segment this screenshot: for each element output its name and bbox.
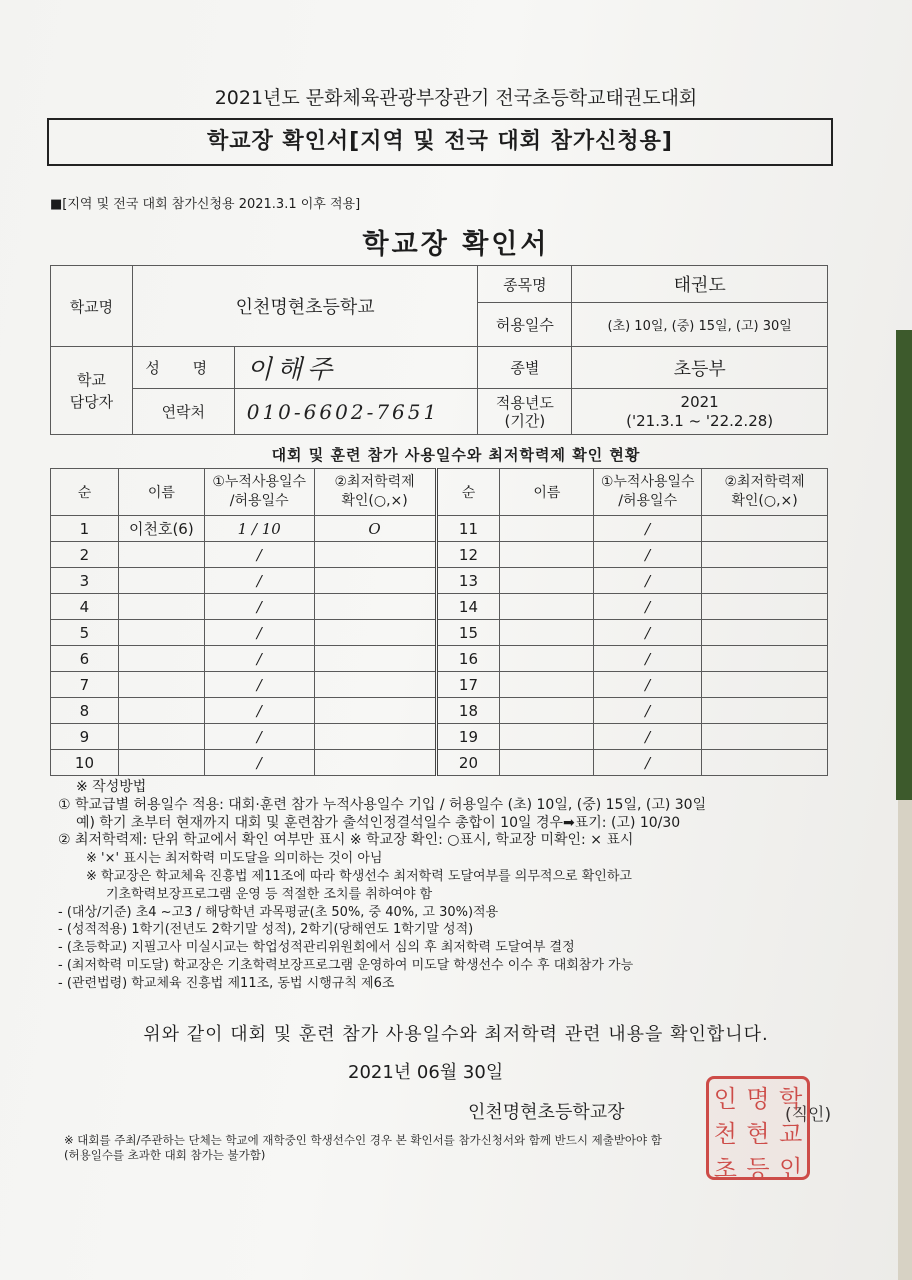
header-no: 순 (51, 469, 119, 516)
row-days: / (204, 750, 314, 776)
row-no: 12 (436, 542, 500, 568)
row-academic-check (702, 620, 828, 646)
row-name: 이천호(6) (118, 516, 204, 542)
row-name (500, 724, 594, 750)
row-academic-check (702, 646, 828, 672)
table-body (51, 516, 828, 776)
row-academic-check (314, 672, 436, 698)
row-name (118, 672, 204, 698)
bottom-note-line: (허용일수를 초과한 대회 참가는 불가함) (64, 1148, 266, 1162)
row-name (500, 568, 594, 594)
row-days: / (594, 568, 702, 594)
row-academic-check (702, 516, 828, 542)
page-title: 학교장 확인서 (362, 229, 550, 260)
row-name (500, 594, 594, 620)
row-no: 7 (51, 672, 119, 698)
row-academic-check (314, 542, 436, 568)
detail-2: - (성적적용) 1학기(전년도 2학기말 성적), 2학기(당해연도 1학기말 성적) (58, 922, 474, 938)
row-name (118, 620, 204, 646)
row-name (118, 724, 204, 750)
row-academic-check (314, 568, 436, 594)
official-seal: 인 명 학 천 현 교 초 등 인 (706, 1076, 810, 1180)
row-no: 14 (436, 594, 500, 620)
allowed-days-label: 허용일수 (478, 303, 572, 347)
detail-1: - (대상/기준) 초4 ~고3 / 해당학년 과목평균(초 50%, 중 40%, 고 30%)적용 (58, 904, 499, 920)
event-label: 종목명 (478, 266, 572, 303)
category-label: 종별 (478, 347, 572, 389)
row-days: / (594, 646, 702, 672)
row-days: / (594, 594, 702, 620)
contact-label: 연락처 (132, 389, 234, 435)
row-name (118, 568, 204, 594)
table-row (51, 646, 828, 672)
row-days: / (594, 620, 702, 646)
row-name (118, 646, 204, 672)
seal-mark: (직인) (785, 1105, 832, 1125)
row-days: / (594, 516, 702, 542)
header-academic: ②최저학력제 확인(○,×) (314, 469, 436, 516)
row-no: 5 (51, 620, 119, 646)
section-title: 대회 및 훈련 참가 사용일수와 최저학력제 확인 현황 (271, 446, 641, 464)
header-academic: ②최저학력제 확인(○,×) (702, 469, 828, 516)
detail-4: - (최저학력 미도달) 학교장은 기초학력보장프로그램 운영하여 미도달 학생선수 이수 후 대회참가 가능 (58, 957, 634, 973)
table-row (51, 672, 828, 698)
row-no: 17 (436, 672, 500, 698)
note-2: ② 최저학력제: 단위 학교에서 확인 여부만 표시 ※ 학교장 확인: ○표시, 학교장 미확인: × 표시 (58, 832, 634, 849)
period-label: 적용년도 (기간) (478, 389, 572, 435)
header-name: 이름 (500, 469, 594, 516)
form-title-box: 학교장 확인서[지역 및 전국 대회 참가신청용] (47, 118, 833, 166)
school-name (132, 266, 478, 347)
row-days: 1 / 10 (204, 516, 314, 542)
row-days: / (594, 542, 702, 568)
row-days: / (204, 646, 314, 672)
row-name (500, 646, 594, 672)
school-name-text: 인천명현초등학교 (235, 297, 375, 318)
row-no: 10 (51, 750, 119, 776)
row-academic-check (702, 594, 828, 620)
row-academic-check (702, 568, 828, 594)
row-academic-check (314, 620, 436, 646)
row-academic-check (314, 594, 436, 620)
row-name (500, 620, 594, 646)
event-value: 태권도 (572, 266, 828, 303)
row-academic-check (314, 750, 436, 776)
row-days: / (594, 672, 702, 698)
row-name (500, 672, 594, 698)
row-no: 13 (436, 568, 500, 594)
row-name (118, 750, 204, 776)
name-label: 성 명 (132, 347, 234, 389)
principal-title: 인천명현초등학교장 (468, 1102, 625, 1123)
row-academic-check (702, 724, 828, 750)
note-4-continued: 기초학력보장프로그램 운영 등 적절한 조치를 취하여야 함 (106, 886, 433, 902)
row-name (118, 698, 204, 724)
contest-title: 2021년도 문화체육관광부장관기 전국초등학교태권도대회 (214, 87, 698, 109)
row-name (500, 516, 594, 542)
contact-handwriting: 010-6602-7651 (246, 399, 440, 424)
row-no: 3 (51, 568, 119, 594)
note-1: ① 학교급별 허용일수 적용: 대회·훈련 참가 누적사용일수 기입 / 허용일수 (초) 10일, (중) 15일, (고) 30일 (58, 796, 707, 813)
manager-name (234, 347, 478, 389)
row-academic-check (314, 646, 436, 672)
row-name (118, 542, 204, 568)
row-academic-check (702, 750, 828, 776)
row-no: 4 (51, 594, 119, 620)
background-edge (896, 330, 912, 800)
allowed-days-value: (초) 10일, (중) 15일, (고) 30일 (572, 303, 828, 347)
row-no: 18 (436, 698, 500, 724)
table-row (51, 620, 828, 646)
row-days: / (204, 724, 314, 750)
row-days: / (204, 672, 314, 698)
row-days: / (204, 620, 314, 646)
table-row (51, 698, 828, 724)
header-days: ①누적사용일수 /허용일수 (594, 469, 702, 516)
participation-table (50, 468, 828, 776)
table-row (51, 516, 828, 542)
bottom-note (64, 1133, 844, 1163)
header-no: 순 (436, 469, 500, 516)
row-academic-check (314, 724, 436, 750)
manager-contact (234, 389, 478, 435)
row-no: 1 (51, 516, 119, 542)
bottom-note-line: ※ 대회를 주최/주관하는 단체는 학교에 재학중인 학생선수인 경우 본 확인서를 참가신청서와 함께 반드시 제출받아야 함 (64, 1133, 662, 1147)
row-days: / (204, 594, 314, 620)
row-name (500, 750, 594, 776)
row-academic-check (314, 698, 436, 724)
table-row (51, 750, 828, 776)
row-days: / (594, 698, 702, 724)
row-no: 20 (436, 750, 500, 776)
writing-instructions (58, 779, 848, 993)
row-name (118, 594, 204, 620)
period-value: 2021 ('21.3.1 ~ '22.2.28) (572, 389, 828, 435)
apply-note: ■[지역 및 전국 대회 참가신청용 2021.3.1 이후 적용] (50, 197, 361, 212)
school-info-table (50, 265, 828, 435)
row-no: 15 (436, 620, 500, 646)
header-days: ①누적사용일수 /허용일수 (204, 469, 314, 516)
row-name (500, 698, 594, 724)
row-days: / (204, 542, 314, 568)
row-no: 8 (51, 698, 119, 724)
detail-3: - (초등학교) 지필고사 미실시교는 학업성적관리위원회에서 심의 후 최저학력 도달여부 결정 (58, 940, 575, 956)
row-days: / (204, 568, 314, 594)
header-name: 이름 (118, 469, 204, 516)
detail-5: - (관련법령) 학교체육 진흥법 제11조, 동법 시행규칙 제6조 (58, 975, 395, 991)
row-days: / (594, 724, 702, 750)
table-row (51, 568, 828, 594)
category-value: 초등부 (572, 347, 828, 389)
row-no: 16 (436, 646, 500, 672)
table-row (51, 724, 828, 750)
note-4: ※ 학교장은 학교체육 진흥법 제11조에 따라 학생선수 최저학력 도달여부를 의무적으로 확인하고 (86, 868, 632, 884)
row-days: / (204, 698, 314, 724)
issue-date: 2021년 06월 30일 (348, 1062, 504, 1083)
row-name (500, 542, 594, 568)
manager-label: 학교 담당자 (51, 347, 133, 435)
row-academic-check (702, 542, 828, 568)
notes-heading: ※ 작성방법 (76, 779, 147, 795)
table-row (51, 542, 828, 568)
row-academic-check: O (314, 516, 436, 542)
row-no: 2 (51, 542, 119, 568)
note-1-example: 예) 학기 초부터 현재까지 대회 및 훈련참가 출석인정결석일수 총합이 10일 경우➡표기: (고) 10/30 (76, 814, 681, 831)
row-days: / (594, 750, 702, 776)
row-no: 11 (436, 516, 500, 542)
row-academic-check (702, 698, 828, 724)
manager-name-handwriting: 이해주 (246, 355, 338, 385)
note-3: ※ '×' 표시는 최저학력 미도달을 의미하는 것이 아님 (86, 851, 383, 867)
row-no: 6 (51, 646, 119, 672)
row-academic-check (702, 672, 828, 698)
row-no: 19 (436, 724, 500, 750)
table-row (51, 594, 828, 620)
row-no: 9 (51, 724, 119, 750)
school-label: 학교명 (51, 266, 133, 347)
confirmation-statement: 위와 같이 대회 및 훈련 참가 사용일수와 최저학력 관련 내용을 확인합니다. (143, 1024, 769, 1045)
table-header-row (51, 469, 828, 516)
